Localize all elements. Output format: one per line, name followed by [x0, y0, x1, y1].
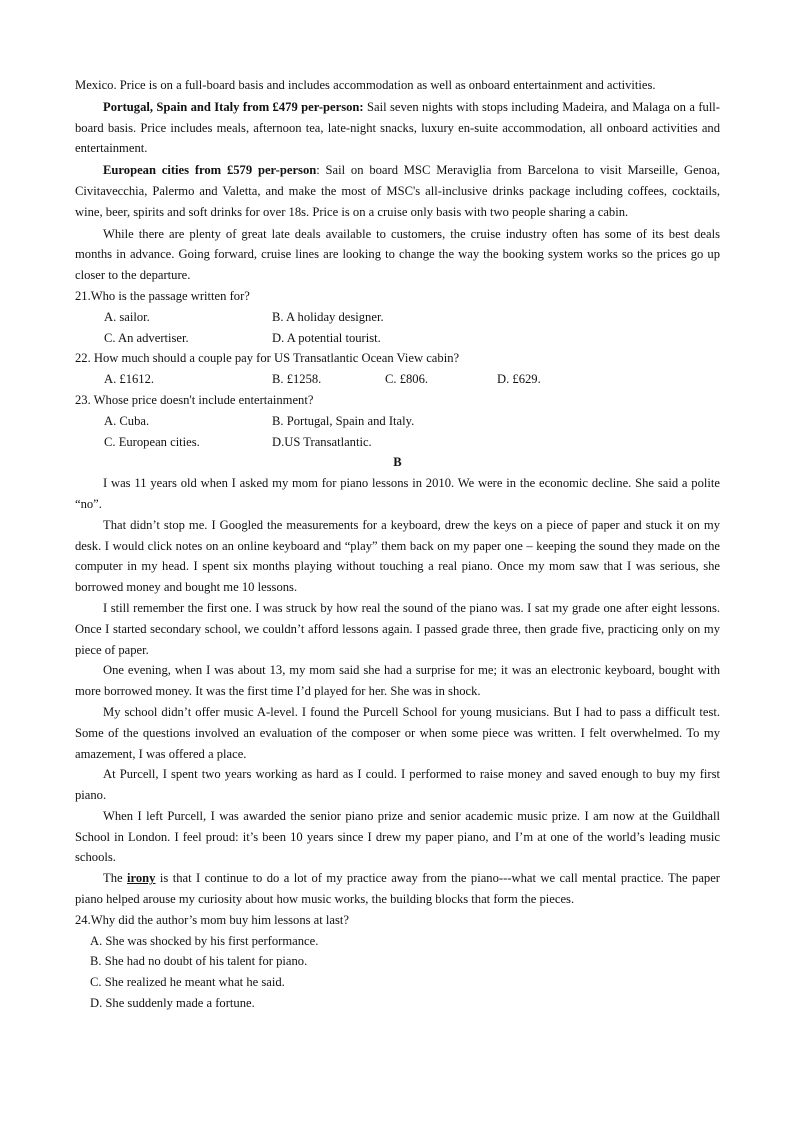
passage-a-paragraph-1: Mexico. Price is on a full-board basis and includes accommodation as well as onboard entertainment and activities.: [75, 78, 656, 92]
question-24-option-a: A. She was shocked by his first performance.: [90, 933, 319, 948]
question-24-option-c: C. She realized he meant what he said.: [90, 975, 285, 990]
question-21-options-row-1: [75, 307, 720, 328]
passage-b-paragraph-8: [75, 868, 720, 910]
passage-b-paragraph-7: When I left Purcell, I was awarded the senior piano prize and senior academic music prize. I am now at the Guildhall School in London. I feel proud: it’s been 10 years since I drew my paper piano, and I’m at one of the world’s leading music schools.: [75, 808, 720, 865]
question-23-option-c: C. European cities.: [104, 434, 200, 449]
passage-b-last-after: is that I continue to do a lot of my practice away from the piano---what we call mental practice. The paper piano helped arouse my curiosity about how music works, the building blocks that form the pieces.: [75, 871, 720, 907]
question-21-stem: 21.Who is the passage written for?: [75, 288, 250, 303]
passage-a-paragraph-2: [75, 97, 720, 159]
question-23-option-d: D.US Transatlantic.: [272, 434, 372, 449]
question-22-option-b: B. £1258.: [272, 372, 322, 387]
question-22-options-row: [75, 369, 720, 390]
offer-heading-european: European cities from £579 per-person: [103, 163, 317, 178]
irony-word: irony: [127, 871, 156, 886]
passage-b-last-before: The: [103, 871, 128, 886]
section-b-title: B: [393, 455, 402, 470]
question-22-stem: 22. How much should a couple pay for US Transatlantic Ocean View cabin?: [75, 351, 460, 366]
passage-b-paragraph-4: One evening, when I was about 13, my mom said she had a surprise for me; it was an electronic keyboard, bought with more borrowed money. It was the first time I’d played for her. She was in shock.: [75, 663, 720, 699]
question-24-option-b: B. She had no doubt of his talent for piano.: [90, 954, 308, 969]
question-21-option-d: D. A potential tourist.: [272, 330, 381, 345]
question-23-option-b: B. Portugal, Spain and Italy.: [272, 413, 415, 428]
question-24-option-d: D. She suddenly made a fortune.: [90, 996, 255, 1011]
passage-b-paragraph-6: At Purcell, I spent two years working as hard as I could. I performed to raise money and saved enough to buy my first piano.: [75, 767, 720, 803]
question-23-option-a: A. Cuba.: [104, 413, 150, 428]
passage-b-paragraph-3: I still remember the first one. I was struck by how real the sound of the piano was. I sat my grade one after eight lessons. Once I started secondary school, we couldn’t afford lessons again. I passed grade three, then grade five, practicing only on my piece of paper.: [75, 600, 720, 657]
question-22-option-c: C. £806.: [385, 372, 429, 387]
question-23-options-row-2: [75, 432, 720, 453]
passage-a-paragraph-4: While there are plenty of great late deals available to customers, the cruise industry often has some of its best deals months in advance. Going forward, cruise lines are looking to change the way the booking system works so the prices go up closer to the departure.: [75, 226, 720, 283]
offer-body-european: : Sail on board MSC Meraviglia from Barcelona to visit Marseille, Genoa, Civitavecchia, Palermo and Valetta, and make the most of MSC's all-inclusive drinks package including coffees, cocktails, wine, beer, spirits and soft drinks for over 18s. Price is on a cruise only basis with two people sharing a cabin.: [75, 163, 720, 219]
offer-body-portugal: Sail seven nights with stops including Madeira, and Malaga on a full-board basis. Price includes meals, afternoon tea, late-night snacks, luxury en-suite accommodation, all onboard activities and entertainment.: [75, 99, 721, 156]
passage-b-paragraph-5: My school didn’t offer music A-level. I found the Purcell School for young musicians. But I had to pass a difficult test. Some of the questions involved an evaluation of the composer or when some piece was written. I felt overwhelmed. To my amazement, I was offered a place.: [75, 704, 720, 761]
question-21-option-a: A. sailor.: [104, 309, 150, 324]
question-23-options-row-1: [75, 411, 720, 432]
passage-b-paragraph-1: I was 11 years old when I asked my mom for piano lessons in 2010. We were in the economic decline. She said a polite “no”.: [75, 476, 720, 511]
passage-b-paragraph-2: That didn’t stop me. I Googled the measurements for a keyboard, drew the keys on a piece of paper and stuck it on my desk. I would click notes on an online keyboard and “play” them back on my paper one – keeping the sound they made on the computer in my head. I spent six months playing without touching a real piano. Once my mom saw that I was serious, she borrowed money and bought me 10 lessons.: [75, 517, 720, 595]
question-21-option-b: B. A holiday designer.: [272, 309, 384, 324]
passage-a-paragraph-3: [75, 160, 720, 222]
question-21-options-row-2: [75, 328, 720, 349]
question-24-stem: 24.Why did the author’s mom buy him lessons at last?: [75, 912, 350, 927]
question-22-option-a: A. £1612.: [104, 372, 155, 387]
question-22-option-d: D. £629.: [497, 372, 541, 387]
offer-heading-portugal: Portugal, Spain and Italy from £479 per-person:: [103, 99, 364, 114]
question-21-option-c: C. An advertiser.: [104, 330, 189, 345]
question-23-stem: 23. Whose price doesn't include entertainment?: [75, 392, 314, 407]
document-page: [75, 75, 720, 1014]
